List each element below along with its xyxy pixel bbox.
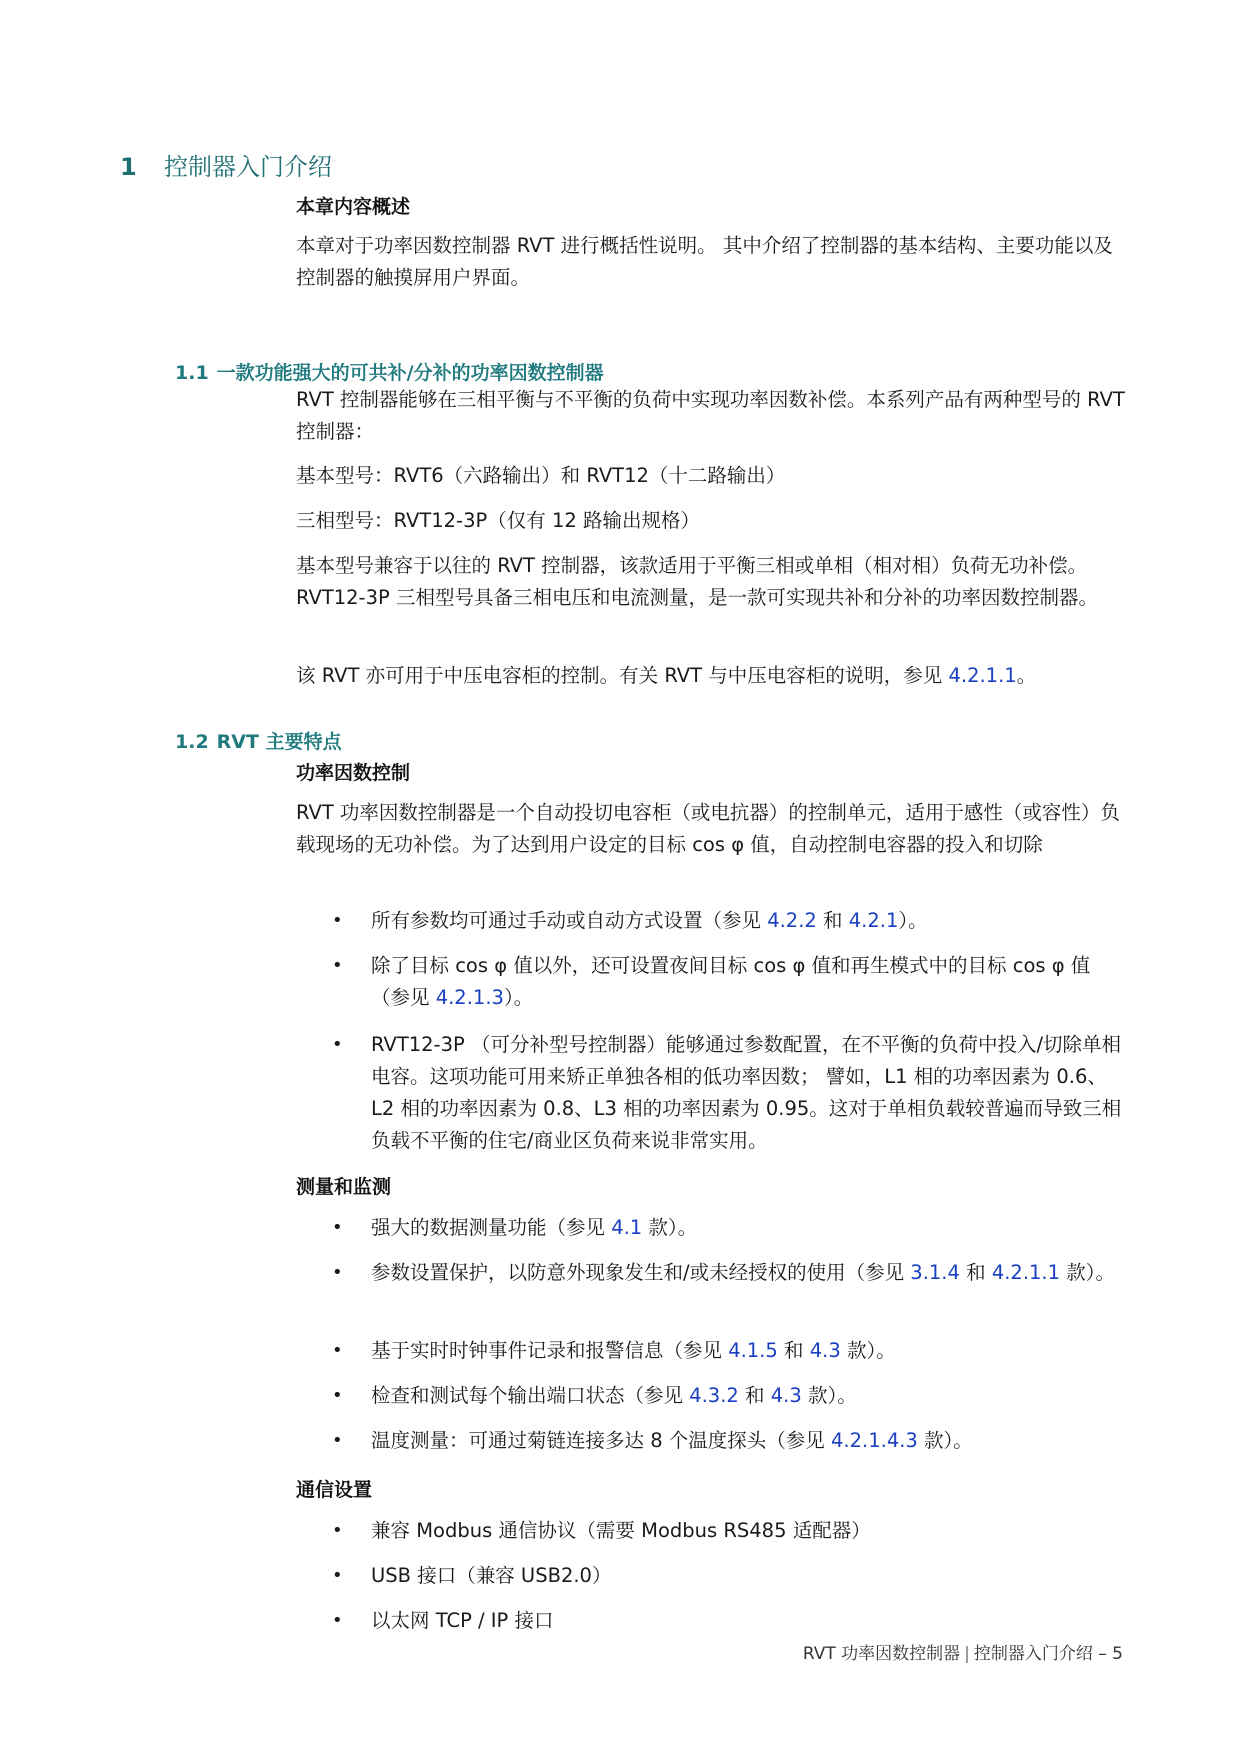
section-1-1-para-2: 基本型号：RVT6（六路输出）和 RVT12（十二路输出） <box>296 464 786 487</box>
bullet-icon: • <box>332 1262 343 1283</box>
list-item-text: 参数设置保护，以防意外现象发生和/或未经授权的使用（参见 3.1.4 和 4.2.1.1 款）。 <box>371 1261 1115 1284</box>
list-item <box>296 950 1126 1014</box>
chapter-number: 1 <box>120 153 137 181</box>
section-1-2-title: RVT 主要特点 <box>216 731 342 753</box>
list-item-text: 检查和测试每个输出端口状态（参见 4.3.2 和 4.3 款）。 <box>371 1384 857 1407</box>
footer-doc-title: RVT 功率因数控制器 <box>802 1644 961 1664</box>
list-item-text: 强大的数据测量功能（参见 4.1 款）。 <box>371 1216 698 1239</box>
ref-link-4-2-1-4-3[interactable]: 4.2.1.4.3 <box>831 1429 918 1452</box>
ref-link-4-2-2[interactable]: 4.2.2 <box>767 909 817 932</box>
bullet-icon: • <box>332 1340 343 1361</box>
list-item-text: 温度测量：可通过菊链连接多达 8 个温度探头（参见 4.2.1.4.3 款）。 <box>371 1429 973 1452</box>
section-1-1-para-4: 基本型号兼容于以往的 RVT 控制器，该款适用于平衡三相或单相（相对相）负荷无功补偿。RVT12-3P 三相型号具备三相电压和电流测量，是一款可实现共补和分补的功率因数控制器。 <box>296 554 1098 609</box>
measure-heading: 测量和监测 <box>296 1176 392 1198</box>
section-1-1-number: 1.1 <box>175 362 209 384</box>
section-1-1-para-3: 三相型号：RVT12-3P（仅有 12 路输出规格） <box>296 509 700 532</box>
bullet-icon: • <box>332 1217 343 1238</box>
bullet-icon: • <box>332 910 343 931</box>
ref-link-4-1-5[interactable]: 4.1.5 <box>728 1339 778 1362</box>
list-item <box>296 1425 1126 1457</box>
list-item <box>296 905 1126 937</box>
bullet-icon: • <box>332 1034 343 1055</box>
list-item <box>296 1515 1126 1547</box>
list-item <box>296 1029 1126 1157</box>
ref-link-4-3-2[interactable]: 4.3.2 <box>689 1384 739 1407</box>
chapter-title: 控制器入门介绍 <box>164 153 332 181</box>
list-item-text: 除了目标 cos φ 值以外，还可设置夜间目标 cos φ 值和再生模式中的目标 cos φ 值（参见 4.2.1.3）。 <box>371 954 1091 1009</box>
ref-link-4-2-1-1[interactable]: 4.2.1.1 <box>948 664 1017 687</box>
section-1-1-para-5 <box>296 660 1126 692</box>
ref-link-4-2-1-1[interactable]: 4.2.1.1 <box>991 1261 1061 1284</box>
footer-dash: – <box>1098 1644 1107 1664</box>
ref-link-4-3[interactable]: 4.3 <box>770 1384 802 1407</box>
list-item-text: RVT12-3P （可分补型号控制器）能够通过参数配置，在不平衡的负荷中投入/切除单相电容。这项功能可用来矫正单独各相的低功率因数； 譬如，L1 相的功率因素为 0.6、L2 相的功率因素为 0.8、L3 相的功率因素为 0.95。这对于单相负载较普遍而导致三相负载不平衡的住宅/商业区负荷来说非常实用。 <box>371 1033 1122 1152</box>
list-item-text: 以太网 TCP / IP 接口 <box>371 1609 554 1632</box>
section-1-2-heading <box>175 727 342 754</box>
bullet-icon: • <box>332 1520 343 1541</box>
comm-heading: 通信设置 <box>296 1479 373 1501</box>
ref-link-4-2-1-3[interactable]: 4.2.1.3 <box>435 986 504 1009</box>
list-item-text: 基于实时时钟事件记录和报警信息（参见 4.1.5 和 4.3 款）。 <box>371 1339 896 1362</box>
ref-link-4-2-1[interactable]: 4.2.1 <box>848 909 899 932</box>
list-item <box>296 1212 1126 1244</box>
chapter-heading <box>120 147 332 182</box>
section-1-1-para-1: RVT 控制器能够在三相平衡与不平衡的负荷中实现功率因数补偿。本系列产品有两种型号的 RVT 控制器： <box>296 388 1125 443</box>
list-item <box>296 1257 1126 1289</box>
list-item <box>296 1605 1126 1637</box>
list-item-text: 所有参数均可通过手动或自动方式设置（参见 4.2.2 和 4.2.1）。 <box>371 909 928 932</box>
list-item-text: 兼容 Modbus 通信协议（需要 Modbus RS485 适配器） <box>371 1519 871 1542</box>
footer-chapter-title: 控制器入门介绍 <box>973 1644 1093 1664</box>
list-item-text: USB 接口（兼容 USB2.0） <box>371 1564 612 1587</box>
pf-control-heading: 功率因数控制 <box>296 762 411 784</box>
bullet-icon: • <box>332 955 343 976</box>
ref-link-4-1[interactable]: 4.1 <box>611 1216 643 1239</box>
page-footer <box>803 1639 1123 1664</box>
ref-link-4-3[interactable]: 4.3 <box>809 1339 841 1362</box>
page-number: 5 <box>1112 1644 1123 1664</box>
list-item <box>296 1560 1126 1592</box>
bullet-icon: • <box>332 1385 343 1406</box>
pf-control-text: RVT 功率因数控制器是一个自动投切电容柜（或电抗器）的控制单元，适用于感性（或容性）负载现场的无功补偿。为了达到用户设定的目标 cos φ 值，自动控制电容器的投入和切除 <box>296 801 1120 856</box>
ref-link-3-1-4[interactable]: 3.1.4 <box>910 1261 960 1284</box>
list-item <box>296 1335 1126 1367</box>
bullet-icon: • <box>332 1565 343 1586</box>
overview-heading: 本章内容概述 <box>296 196 411 218</box>
bullet-icon: • <box>332 1610 343 1631</box>
section-1-1-heading <box>175 358 604 385</box>
footer-separator: | <box>964 1644 970 1664</box>
bullet-icon: • <box>332 1430 343 1451</box>
list-item <box>296 1380 1126 1412</box>
para-5-end: 。 <box>1016 664 1037 687</box>
section-1-2-number: 1.2 <box>175 731 209 753</box>
overview-text: 本章对于功率因数控制器 RVT 进行概括性说明。 其中介绍了控制器的基本结构、主要功能以及控制器的触摸屏用户界面。 <box>296 234 1113 289</box>
section-1-1-title: 一款功能强大的可共补/分补的功率因数控制器 <box>216 362 604 384</box>
para-5-text: 该 RVT 亦可用于中压电容柜的控制。有关 RVT 与中压电容柜的说明，参见 <box>296 664 949 687</box>
